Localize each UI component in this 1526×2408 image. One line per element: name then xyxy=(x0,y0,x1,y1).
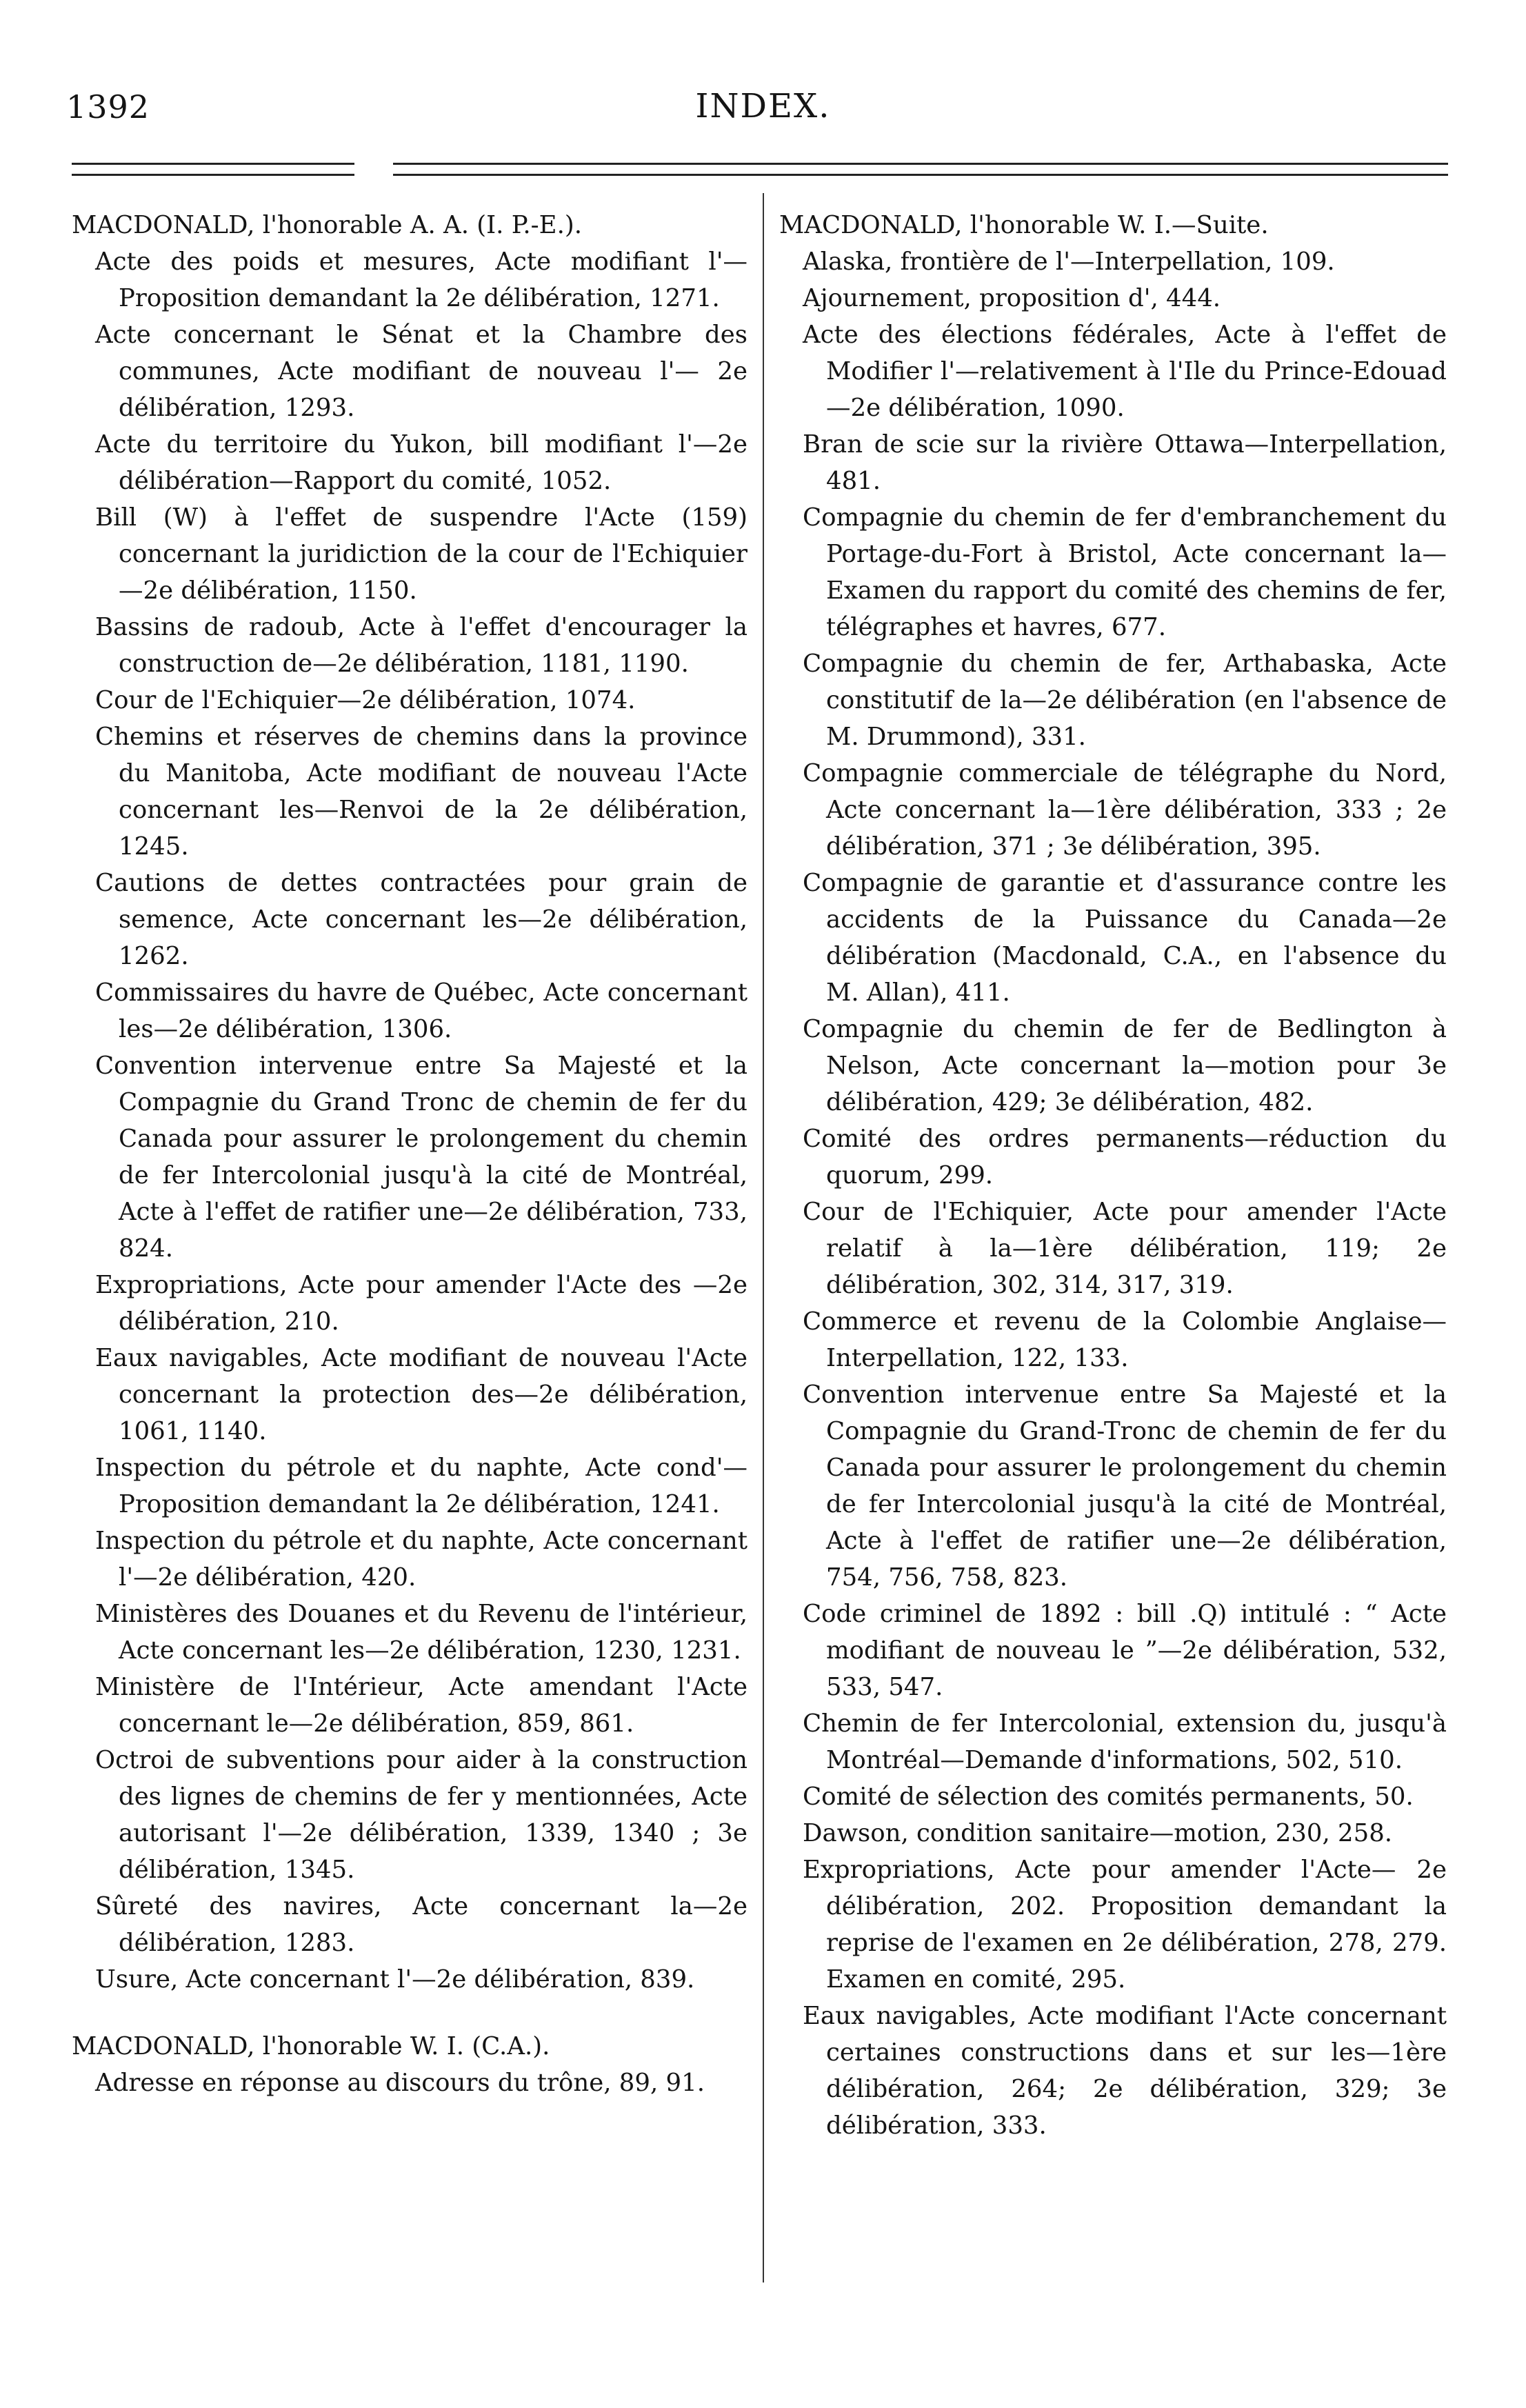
header-rule xyxy=(72,163,354,165)
index-entry: Bill (W) à l'effet de suspendre l'Acte (159) concernant la juridiction de la cour de l'Echiquier—2e délibération, 1150. xyxy=(95,503,747,605)
left-column xyxy=(72,207,747,2101)
index-entry: Cour de l'Echiquier, Acte pour amender l'Acte relatif à la—1ère délibération, 119; 2e délibération, 302, 314, 317, 319. xyxy=(803,1198,1447,1299)
index-entry: Acte concernant le Sénat et la Chambre des communes, Acte modifiant de nouveau l'— 2e délibération, 1293. xyxy=(95,321,747,422)
index-entry: Acte des poids et mesures, Acte modifiant l'— Proposition demandant la 2e délibération, 1271. xyxy=(95,248,747,312)
index-entry: Cautions de dettes contractées pour grain de semence, Acte concernant les—2e délibération, 1262. xyxy=(95,869,747,970)
index-entry: Eaux navigables, Acte modifiant l'Acte concernant certaines constructions dans et sur les—1ère délibération, 264; 2e délibération, 329; 3e délibération, 333. xyxy=(803,2002,1447,2140)
index-entry: Compagnie commerciale de télégraphe du Nord, Acte concernant la—1ère délibération, 333 ; 2e délibération, 371 ; 3e délibération, 395. xyxy=(803,759,1447,861)
index-entry: Ajournement, proposition d', 444. xyxy=(803,284,1221,312)
right-column xyxy=(779,207,1447,2144)
index-entry: Acte du territoire du Yukon, bill modifiant l'—2e délibération—Rapport du comité, 1052. xyxy=(95,430,747,495)
column-divider xyxy=(763,193,764,2282)
index-heading: MACDONALD, l'honorable W. I.—Suite. xyxy=(779,211,1269,239)
index-entry: Alaska, frontière de l'—Interpellation, 109. xyxy=(803,248,1335,276)
index-entry: Expropriations, Acte pour amender l'Acte des —2e délibération, 210. xyxy=(95,1271,747,1336)
index-entry: Eaux navigables, Acte modifiant de nouveau l'Acte concernant la protection des—2e délibération, 1061, 1140. xyxy=(95,1344,747,1445)
header-rule xyxy=(393,163,1448,165)
index-entry: Convention intervenue entre Sa Majesté et la Compagnie du Grand-Tronc de chemin de fer du Canada pour assurer le prolongement du chemin de fer Intercolonial jusqu'à la cité de Montréal, Acte à l'effet de ratifier une—2e délibération, 754, 756, 758, 823. xyxy=(803,1381,1447,1592)
index-entry: Chemin de fer Intercolonial, extension du, jusqu'à Montréal—Demande d'informations, 502, 510. xyxy=(803,1709,1447,1774)
index-entry: Adresse en réponse au discours du trône, 89, 91. xyxy=(95,2069,705,2097)
index-entry: Compagnie du chemin de fer d'embranchement du Portage-du-Fort à Bristol, Acte concernant la—Examen du rapport du comité des chemins de fer, télégraphes et havres, 677. xyxy=(803,503,1447,641)
index-entry: Bran de scie sur la rivière Ottawa—Interpellation, 481. xyxy=(803,430,1447,495)
index-entry: Commerce et revenu de la Colombie Anglaise—Interpellation, 122, 133. xyxy=(803,1307,1447,1372)
index-entry: Inspection du pétrole et du naphte, Acte cond'—Proposition demandant la 2e délibération, 1241. xyxy=(95,1454,747,1518)
index-heading: MACDONALD, l'honorable W. I. (C.A.). xyxy=(72,2032,550,2060)
index-entry: Convention intervenue entre Sa Majesté et la Compagnie du Grand Tronc de chemin de fer du Canada pour assurer le prolongement du chemin de fer Intercolonial jusqu'à la cité de Montréal, Acte à l'effet de ratifier une—2e délibération, 733, 824. xyxy=(95,1052,747,1263)
index-entry: Compagnie du chemin de fer, Arthabaska, Acte constitutif de la—2e délibération (en l'absence de M. Drummond), 331. xyxy=(803,650,1447,751)
index-entry: Inspection du pétrole et du naphte, Acte concernant l'—2e délibération, 420. xyxy=(95,1527,747,1592)
index-entry: Comité des ordres permanents—réduction du quorum, 299. xyxy=(803,1125,1447,1190)
index-entry: Chemins et réserves de chemins dans la province du Manitoba, Acte modifiant de nouveau l'Acte concernant les—Renvoi de la 2e délibération, 1245. xyxy=(95,723,747,861)
index-entry: Code criminel de 1892 : bill .Q) intitulé : “ Acte modifiant de nouveau le ”—2e délibération, 532, 533, 547. xyxy=(803,1600,1447,1701)
index-entry: Comité de sélection des comités permanents, 50. xyxy=(803,1783,1414,1811)
index-heading: MACDONALD, l'honorable A. A. (I. P.-E.). xyxy=(72,211,583,239)
index-entry: Usure, Acte concernant l'—2e délibération, 839. xyxy=(95,1965,695,1994)
index-entry: Ministères des Douanes et du Revenu de l'intérieur, Acte concernant les—2e délibération, 1230, 1231. xyxy=(95,1600,747,1665)
index-entry: Acte des élections fédérales, Acte à l'effet de Modifier l'—relativement à l'Ile du Prince-Edouad—2e délibération, 1090. xyxy=(803,321,1447,422)
header-rule xyxy=(72,174,354,176)
index-entry: Octroi de subventions pour aider à la construction des lignes de chemins de fer y mentionnées, Acte autorisant l'—2e délibération, 1339, 1340 ; 3e délibération, 1345. xyxy=(95,1746,747,1884)
index-entry: Bassins de radoub, Acte à l'effet d'encourager la construction de—2e délibération, 1181, 1190. xyxy=(95,613,747,678)
index-entry: Compagnie de garantie et d'assurance contre les accidents de la Puissance du Canada—2e délibération (Macdonald, C.A., en l'absence du M. Allan), 411. xyxy=(803,869,1447,1007)
index-entry: Ministère de l'Intérieur, Acte amendant l'Acte concernant le—2e délibération, 859, 861. xyxy=(95,1673,747,1738)
index-entry: Compagnie du chemin de fer de Bedlington à Nelson, Acte concernant la—motion pour 3e délibération, 429; 3e délibération, 482. xyxy=(803,1015,1447,1116)
index-entry: Dawson, condition sanitaire—motion, 230, 258. xyxy=(803,1819,1393,1847)
running-title: INDEX. xyxy=(695,87,831,126)
index-entry: Cour de l'Echiquier—2e délibération, 1074. xyxy=(95,686,636,714)
index-entry: Sûreté des navires, Acte concernant la—2e délibération, 1283. xyxy=(95,1892,747,1957)
index-entry: Expropriations, Acte pour amender l'Acte— 2e délibération, 202. Proposition demandant la reprise de l'examen en 2e délibération, 278, 279. Examen en comité, 295. xyxy=(803,1856,1447,1994)
index-entry: Commissaires du havre de Québec, Acte concernant les—2e délibération, 1306. xyxy=(95,979,747,1043)
page-number: 1392 xyxy=(66,88,150,126)
header-rule xyxy=(393,174,1448,176)
